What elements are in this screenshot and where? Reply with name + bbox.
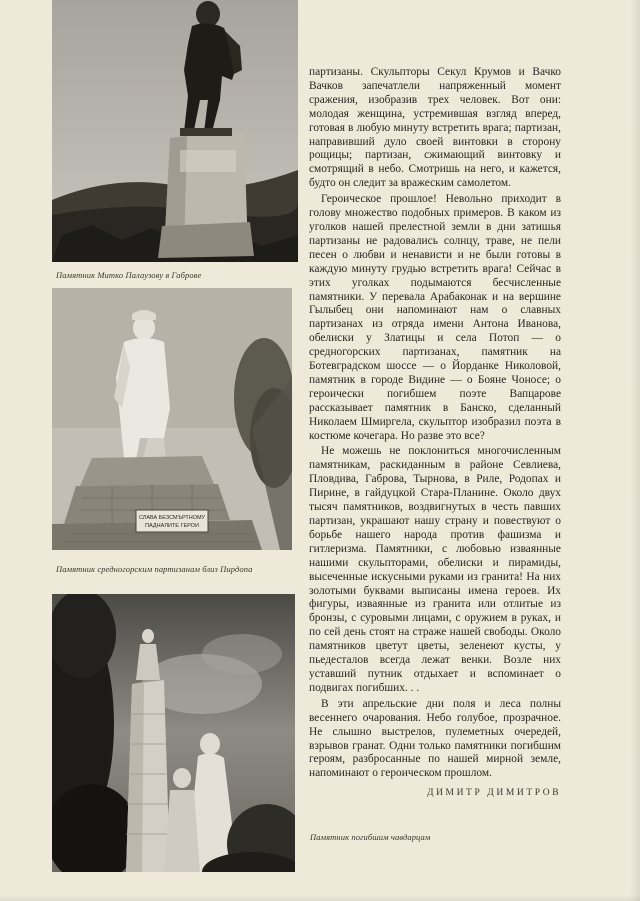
text-line: и не были готовы в каждую минуту грудью bbox=[309, 248, 561, 275]
text-line: отлитые из бронзы, с суровыми лицами, с bbox=[309, 598, 561, 625]
text-line: дни затишья партизаны не радовались солн bbox=[309, 220, 562, 247]
plaque-line-2: ПАДНАЛИТЕ ГЕРОИ bbox=[145, 523, 199, 529]
text-line: сжимающий винтовку и смотрящий в небо. bbox=[309, 149, 561, 176]
text-line: весеннего очарования. Небо голубое, про bbox=[309, 711, 521, 724]
caption-photo-3: Памятник погибшим чавдарцам bbox=[310, 832, 431, 842]
photo-sredna-gora-monument bbox=[52, 288, 292, 550]
text-line: у Златицы и села Потоп — о средногорских bbox=[309, 332, 561, 359]
caption-photo-2: Памятник средногорским партизанам близ Пирдопа bbox=[56, 564, 253, 574]
article-author: ДИМИТР ДИМИТРОВ bbox=[427, 788, 562, 798]
text-line: роев. Их фигуры, изваянные из гранита или bbox=[309, 584, 561, 611]
text-line: роде Видине — о Бояне Чоносе; о героиче bbox=[309, 373, 561, 400]
article-text-column bbox=[309, 66, 561, 781]
monument-photo-2 bbox=[52, 288, 292, 550]
text-line: нине. Около двух тысяч памятников, возд bbox=[309, 487, 561, 514]
text-line: Вачко Вачков запечатлели напряженный bbox=[309, 66, 561, 92]
text-line: дит за вражеским самолетом. bbox=[368, 177, 511, 190]
text-line: всегда лежат венки. Возле них уставший bbox=[309, 654, 561, 680]
text-line: Вот они: молодая женщина, устремившая bbox=[309, 93, 561, 120]
text-line: скульпторами, обелиски и пирамиды, высе bbox=[309, 556, 561, 583]
text-line: путник отдыхает и вспоминает о подвигах bbox=[309, 667, 561, 694]
text-line: народа против фашизма и гитлеризма. Па bbox=[309, 528, 561, 555]
text-line: нашу страну и повествуют о борьбе нашего bbox=[309, 515, 562, 541]
text-line: Родопах и Пирине, в гайдуцкой Стара-Пла bbox=[309, 473, 561, 500]
text-line: своей винтовки в сторону рощицы; партизан, bbox=[309, 135, 561, 162]
article-paragraph-3 bbox=[309, 445, 561, 695]
text-line: партизанах, памятник на Ботевградском шоссе bbox=[309, 346, 561, 373]
text-line: тить врага; партизан, направивший дуло bbox=[309, 121, 561, 148]
text-line: мятники, с любовью изваянные нашими bbox=[309, 542, 561, 569]
page-edge-shadow bbox=[630, 0, 640, 901]
text-line: из отряда имени Антона Иванова, обелиски bbox=[309, 318, 561, 345]
text-line: лиева, Пловдива, Габрова, Тырнова, в Риле, bbox=[309, 459, 561, 486]
text-line: них золотыми буквами выписаны имена ге bbox=[309, 570, 561, 597]
text-line: В эти апрельские дни поля и леса полны bbox=[321, 697, 561, 710]
text-line: — о Йорданке Николовой, памятник в го bbox=[309, 360, 561, 386]
text-line: очередей, взрывов гранат. Одни только па bbox=[309, 725, 561, 752]
page-bottom-shadow bbox=[0, 895, 640, 901]
text-line: Не можешь не поклониться многочислен bbox=[321, 445, 541, 458]
photo-mitko-palauzov-monument bbox=[52, 0, 298, 262]
text-line: памятник в Банско, сделанный Николаем bbox=[309, 401, 561, 428]
text-line: нашей мирной земле, напоминают о героиче bbox=[309, 753, 561, 780]
text-line: ченные искусными руками из гранита! На bbox=[332, 570, 544, 583]
text-line: Шмиргела, скульптор изобразил поэта в ко bbox=[309, 415, 561, 442]
text-line: момент сражения, изобразив трех человек. bbox=[309, 79, 561, 106]
text-line: ски погибшем поэте Вапцарове рассказывает bbox=[309, 387, 561, 414]
caption-photo-1: Памятник Митко Палаузову в Габрове bbox=[56, 270, 202, 280]
text-line: Смотришь на него, и кажется, будто он сле bbox=[309, 163, 561, 190]
photo-chavdartsi-monument bbox=[52, 594, 295, 872]
text-line: ком из уголков нашей прелестной земли в bbox=[309, 207, 562, 233]
article-paragraph-4 bbox=[309, 698, 561, 781]
text-line: вигнутых в честь павших партизан, украшают bbox=[309, 501, 561, 527]
text-line: ревала Арабаконак и на вершине Гылыбец bbox=[309, 290, 561, 317]
text-line: ным памятникам, раскиданным в районе Сев bbox=[309, 445, 561, 472]
text-line: мятники погибшим героям, разбросанные по bbox=[309, 739, 562, 766]
text-line: встретить врага! Сейчас в этих уголках bbox=[309, 262, 561, 289]
text-line: они напоминают нам о славных партизанах bbox=[309, 304, 561, 331]
text-line: взгляд вперед, готовая в любую минуту встре bbox=[309, 107, 562, 134]
text-line: страже нашей свободы. Около памятников bbox=[309, 626, 562, 653]
article-paragraph-2 bbox=[309, 193, 561, 443]
monument-photo-3 bbox=[52, 594, 295, 872]
text-line: оружием в руках, и по сей день стоят на bbox=[309, 612, 562, 639]
text-line: ском прошлом. bbox=[418, 767, 492, 780]
text-line: цу, траве, не пели песен о любви и ненависти bbox=[309, 234, 561, 261]
monument-photo-1 bbox=[52, 0, 298, 262]
text-line: в голову множество подобных примеров. В ка bbox=[309, 193, 561, 220]
text-line: погибших. . . bbox=[356, 681, 420, 694]
text-line: цветут цветы, зеленеют кусты, у пьедесталов bbox=[309, 640, 561, 667]
plaque-line-1: СЛАВА БЕЗСМЪРТНОМУ bbox=[138, 515, 206, 521]
text-line: партизаны. Скульпторы Секул Крумов и bbox=[309, 66, 533, 78]
text-line: Героическое прошлое! Невольно приходит bbox=[321, 193, 556, 206]
text-line: подымаются бесчисленные памятники. У пе bbox=[309, 276, 561, 303]
text-line: зрачное. Не слышно выстрелов, пулеметных bbox=[309, 711, 561, 738]
article-paragraph-1 bbox=[309, 66, 561, 191]
text-line: стюме кочегара. Но разве это все? bbox=[319, 429, 485, 442]
